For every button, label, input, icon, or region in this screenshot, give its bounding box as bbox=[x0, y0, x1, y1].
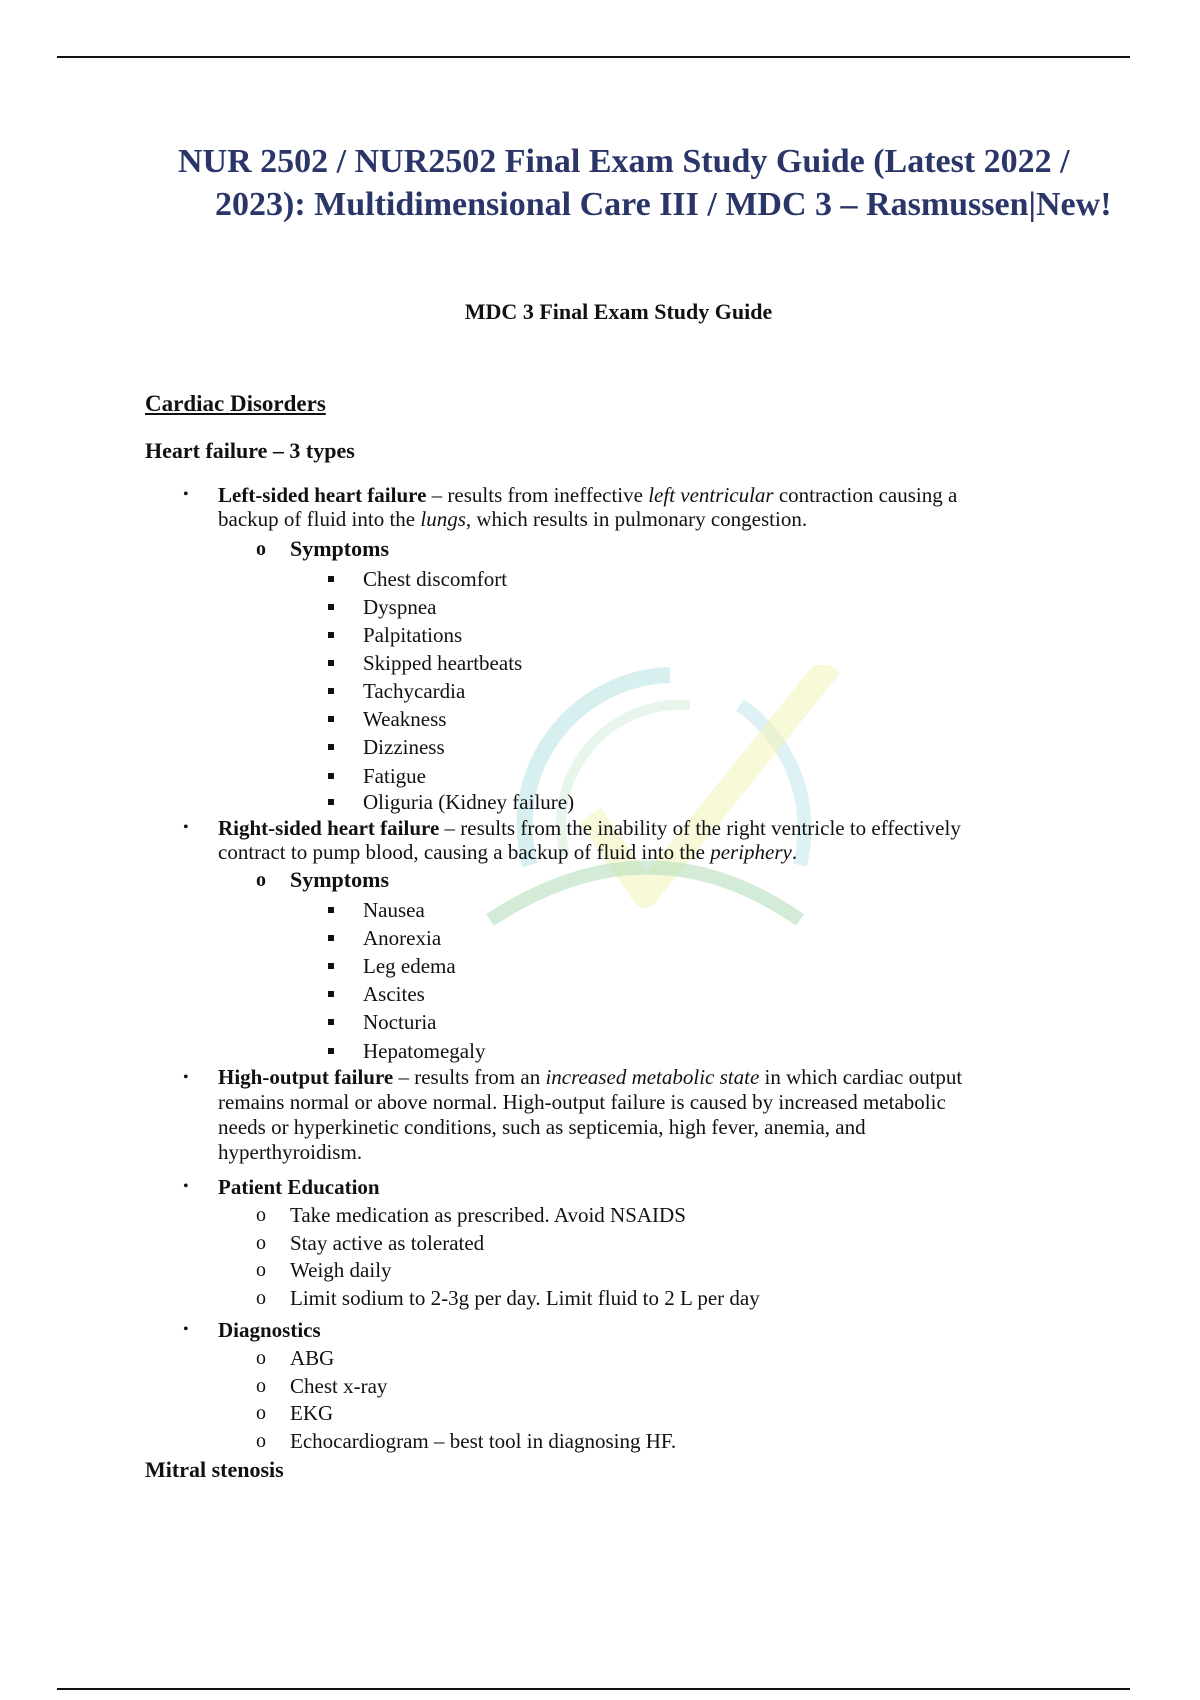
bullet-icon: • bbox=[183, 1178, 189, 1195]
list-item: Palpitations bbox=[363, 623, 462, 647]
square-bullet-icon bbox=[328, 632, 334, 638]
heart-failure-heading: Heart failure – 3 types bbox=[145, 438, 355, 463]
list-item: o Weigh daily bbox=[256, 1258, 392, 1282]
left-sided-hf-item: • Left-sided heart failure – results from ineffective left ventricular contraction causing a backup of fluid into the lungs, which results in pulmonary congestion. bbox=[183, 483, 958, 531]
list-item: Anorexia bbox=[363, 926, 441, 950]
square-bullet-icon bbox=[328, 604, 334, 610]
high-output-term: High-output failure bbox=[218, 1065, 394, 1089]
circle-bullet-icon: o bbox=[256, 1430, 266, 1452]
circle-bullet-icon: o bbox=[256, 1375, 266, 1397]
circle-bullet-icon: o bbox=[256, 1347, 266, 1369]
square-bullet-icon bbox=[328, 688, 334, 694]
circle-bullet-icon: o bbox=[256, 1402, 266, 1424]
square-bullet-icon bbox=[328, 1048, 334, 1054]
guide-subtitle: MDC 3 Final Exam Study Guide bbox=[464, 299, 773, 324]
bullet-icon: • bbox=[183, 1321, 189, 1338]
right-sided-term: Right-sided heart failure bbox=[218, 816, 440, 840]
list-item: Leg edema bbox=[363, 954, 456, 978]
circle-bullet-icon: o bbox=[256, 538, 266, 560]
list-item: o Take medication as prescribed. Avoid NSAIDS bbox=[256, 1203, 686, 1227]
list-item: Nausea bbox=[363, 898, 425, 922]
list-item: Fatigue bbox=[363, 764, 426, 788]
circle-bullet-icon: o bbox=[256, 869, 266, 891]
list-item: Weakness bbox=[363, 707, 446, 731]
square-bullet-icon bbox=[328, 773, 334, 779]
list-item: Dyspnea bbox=[363, 595, 436, 619]
title-line-1: NUR 2502 / NUR2502 Final Exam Study Guide (Latest 2022 / bbox=[178, 143, 1070, 180]
list-item: o EKG bbox=[256, 1401, 334, 1425]
document-title bbox=[178, 140, 1188, 226]
square-bullet-icon bbox=[328, 907, 334, 913]
list-item: Tachycardia bbox=[363, 679, 465, 703]
top-rule bbox=[57, 56, 1130, 58]
list-item: Ascites bbox=[363, 982, 425, 1006]
bullet-icon: • bbox=[183, 486, 189, 503]
square-bullet-icon bbox=[328, 1019, 334, 1025]
square-bullet-icon bbox=[328, 799, 334, 805]
right-sided-hf-item: • Right-sided heart failure – results from the inability of the right ventricle to effectively contract to pump blood, causing a backup of fluid into the periphery. bbox=[183, 816, 961, 864]
diagnostics-item: • Diagnostics bbox=[183, 1318, 321, 1342]
list-item: Skipped heartbeats bbox=[363, 651, 522, 675]
bullet-icon: • bbox=[183, 819, 189, 836]
square-bullet-icon bbox=[328, 991, 334, 997]
bullet-icon: • bbox=[183, 1069, 189, 1086]
square-bullet-icon bbox=[328, 716, 334, 722]
list-item: Oliguria (Kidney failure) bbox=[363, 790, 574, 814]
square-bullet-icon bbox=[328, 660, 334, 666]
list-item: o Echocardiogram – best tool in diagnosing HF. bbox=[256, 1429, 677, 1453]
list-item: Chest discomfort bbox=[363, 567, 507, 591]
patient-education-item: • Patient Education bbox=[183, 1175, 380, 1199]
square-bullet-icon bbox=[328, 935, 334, 941]
circle-bullet-icon: o bbox=[256, 1204, 266, 1226]
mitral-stenosis-heading: Mitral stenosis bbox=[145, 1457, 284, 1482]
list-item: o Stay active as tolerated bbox=[256, 1231, 485, 1255]
left-symptoms-label: o Symptoms bbox=[256, 536, 390, 561]
list-item: Dizziness bbox=[363, 735, 445, 759]
circle-bullet-icon: o bbox=[256, 1232, 266, 1254]
list-item: Nocturia bbox=[363, 1010, 436, 1034]
circle-bullet-icon: o bbox=[256, 1287, 266, 1309]
right-symptoms-label: o Symptoms bbox=[256, 867, 390, 892]
list-item: o Chest x-ray bbox=[256, 1374, 388, 1398]
list-item: Hepatomegaly bbox=[363, 1039, 485, 1063]
list-item: o ABG bbox=[256, 1346, 335, 1370]
left-sided-term: Left-sided heart failure bbox=[218, 483, 427, 507]
square-bullet-icon bbox=[328, 744, 334, 750]
section-heading: Cardiac Disorders bbox=[145, 391, 326, 416]
square-bullet-icon bbox=[328, 963, 334, 969]
list-item: o Limit sodium to 2-3g per day. Limit fluid to 2 L per day bbox=[256, 1286, 760, 1310]
title-line-2: 2023): Multidimensional Care III / MDC 3 – Rasmussen|New! bbox=[215, 186, 1112, 223]
square-bullet-icon bbox=[328, 576, 334, 582]
circle-bullet-icon: o bbox=[256, 1259, 266, 1281]
bottom-rule bbox=[57, 1688, 1130, 1690]
high-output-item: • High-output failure – results from an increased metabolic state in which cardiac output remains normal or above normal. High-output failure is caused by increased metabolic needs or hyperkinetic conditions, such as septicemia, high fever, anemia, and hyperthyroidism. bbox=[183, 1065, 963, 1164]
